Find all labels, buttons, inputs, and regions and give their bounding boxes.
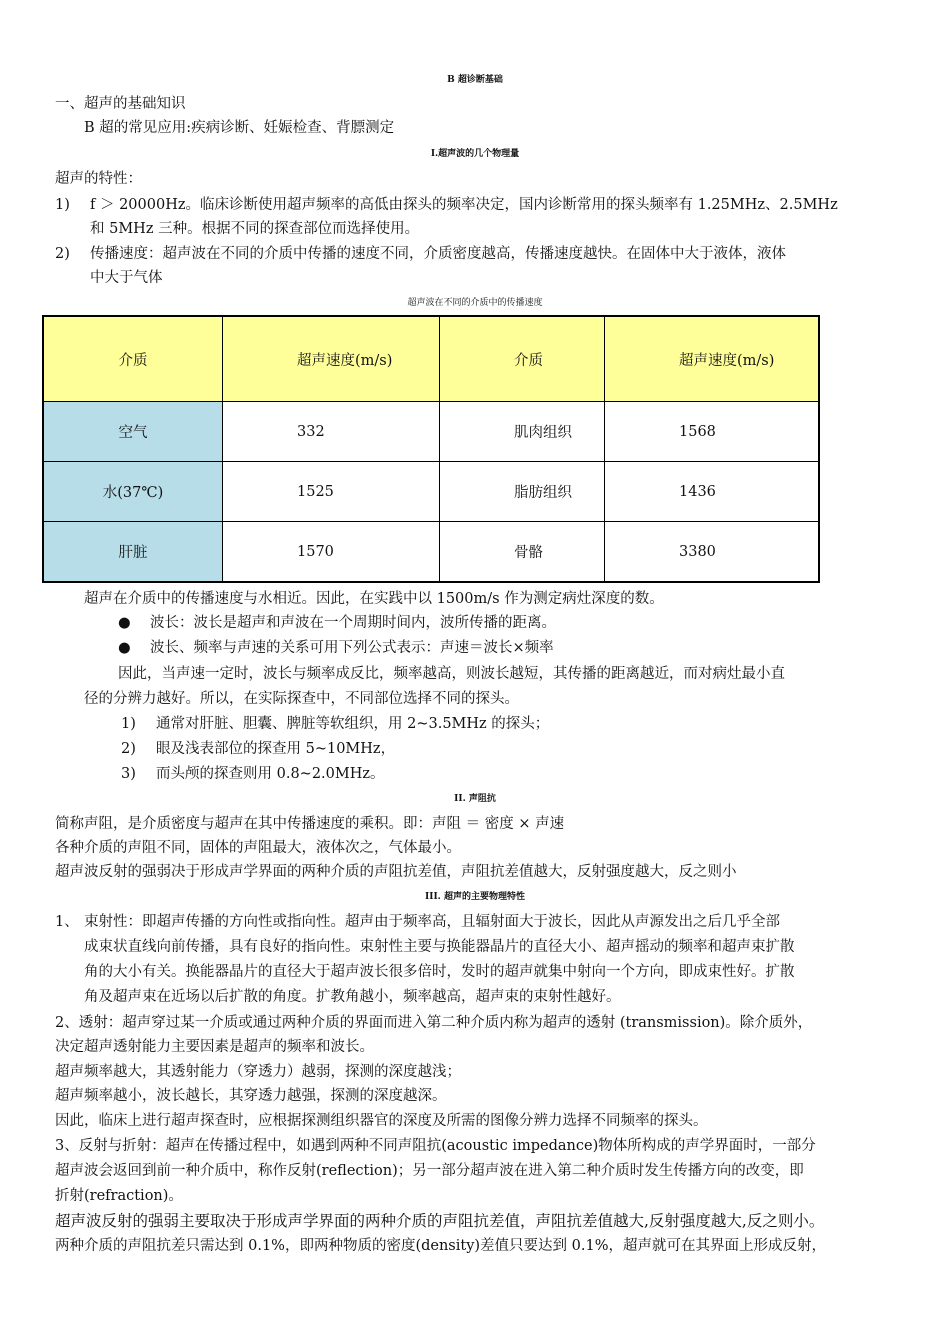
- table-row: [43, 522, 819, 583]
- table-cell-speed: 332: [223, 402, 440, 462]
- impedance-line-1: 简称声阻，是介质密度与超声在其中传播速度的乘积。即：声阻 ＝ 密度 × 声速: [55, 816, 565, 832]
- table-header-cell: 超声速度(m/s): [223, 316, 440, 402]
- beam-line-1: 束射性：即超声传播的方向性或指向性。超声由于频率高，且辐射面大于波长，因此从声源发出之后几乎全部: [84, 914, 780, 930]
- table-header-row: [43, 316, 819, 402]
- beam-number: 1、: [55, 914, 79, 930]
- table-cell-speed: 1436: [605, 462, 820, 522]
- section1-applications: B 超的常见应用:疾病诊断、妊娠检查、背膘测定: [84, 120, 395, 136]
- section1-heading: 一、超声的基础知识: [55, 96, 186, 112]
- part2-heading: II. 声阻抗: [454, 794, 496, 804]
- transmission-line-4: 超声频率越小，波长越长，其穿透力越强，探测的深度越深。: [55, 1088, 447, 1104]
- table-cell-speed: 3380: [605, 522, 820, 583]
- probe-1-number: 1): [121, 716, 136, 732]
- table-cell-medium: 脂肪组织: [440, 462, 605, 522]
- beam-line-3: 角的大小有关。换能器晶片的直径大于超声波长很多倍时，发时的超声就集中射向一个方向，即成束性好。扩散: [84, 964, 795, 980]
- item-2-line-1: 传播速度：超声波在不同的介质中传播的速度不同，介质密度越高，传播速度越快。在固体中大于液体，液体: [90, 246, 786, 262]
- table-header-cell: 超声速度(m/s): [605, 316, 820, 402]
- transmission-line-5: 因此，临床上进行超声探查时，应根据探测组织器官的深度及所需的图像分辨力选择不同频率的探头。: [55, 1113, 708, 1129]
- speed-table: [42, 315, 820, 583]
- reflection-line-3: 折射(refraction)。: [55, 1188, 183, 1204]
- table-cell-medium: 肌肉组织: [440, 402, 605, 462]
- doc-title: B 超诊断基础: [447, 75, 503, 85]
- impedance-line-2: 各种介质的声阻不同，固体的声阻最大，液体次之，气体最小。: [55, 840, 461, 856]
- table-header-cell: 介质: [43, 316, 223, 402]
- table-cell-speed: 1570: [223, 522, 440, 583]
- part1-heading: I.超声波的几个物理量: [430, 149, 520, 159]
- reflection-line-4: 超声波反射的强弱主要取决于形成声学界面的两种介质的声阻抗差值，声阻抗差值越大,反射强度越大,反之则小。: [55, 1212, 825, 1230]
- probe-2-text: 眼及浅表部位的探查用 5~10MHz，: [156, 741, 396, 757]
- table-cell-medium: 水(37℃): [43, 462, 223, 522]
- probe-3-text: 而头颅的探查则用 0.8~2.0MHz。: [156, 766, 385, 782]
- bullet-icon: ●: [118, 615, 131, 631]
- bullet-item: 波长、频率与声速的关系可用下列公式表示：声速＝波长×频率: [150, 640, 554, 656]
- para-line-1: 因此，当声速一定时，波长与频率成反比，频率越高，则波长越短，其传播的距离越近，而对病灶最小直: [118, 666, 785, 682]
- table-cell-speed: 1568: [605, 402, 820, 462]
- table-header-cell: 介质: [440, 316, 605, 402]
- transmission-line-3: 超声频率越大，其透射能力（穿透力）越弱，探测的深度越浅；: [55, 1064, 461, 1080]
- bullet-icon: ●: [118, 640, 131, 656]
- item-2-line-2: 中大于气体: [90, 270, 163, 286]
- para-line-2: 径的分辨力越好。所以，在实际探查中，不同部位选择不同的探头。: [84, 691, 519, 707]
- transmission-line-2: 决定超声透射能力主要因素是超声的频率和波长。: [55, 1039, 374, 1055]
- table-cell-medium: 肝脏: [43, 522, 223, 583]
- probe-2-number: 2): [121, 741, 136, 757]
- item-2-number: 2): [55, 246, 70, 262]
- part3-heading: III. 超声的主要物理特性: [425, 892, 525, 902]
- item-1-line-1: f ＞ 20000Hz。临床诊断使用超声频率的高低由探头的频率决定，国内诊断常用的探头频率有 1.25MHz、2.5MHz: [90, 197, 838, 213]
- after-table-text: 超声在介质中的传播速度与水相近。因此，在实践中以 1500m/s 作为测定病灶深度的数。: [84, 591, 664, 607]
- table-cell-speed: 1525: [223, 462, 440, 522]
- table-row: [43, 462, 819, 522]
- transmission-line-1: 2、透射：超声穿过某一介质或通过两种介质的界面而进入第二种介质内称为超声的透射 (transmission)。除介质外，: [55, 1015, 813, 1031]
- reflection-line-2: 超声波会返回到前一种介质中，称作反射(reflection)；另一部分超声波在进入第二种介质时发生传播方向的改变，即: [55, 1163, 804, 1179]
- item-1-line-2: 和 5MHz 三种。根据不同的探查部位而选择使用。: [90, 221, 420, 237]
- probe-1-text: 通常对肝脏、胆囊、脾脏等软组织，用 2~3.5MHz 的探头；: [156, 716, 550, 732]
- probe-3-number: 3): [121, 766, 136, 782]
- beam-line-2: 成束状直线向前传播，具有良好的指向性。束射性主要与换能器晶片的直径大小、超声摇动的频率和超声束扩散: [84, 939, 795, 955]
- item-1-number: 1): [55, 197, 70, 213]
- bullet-item: 波长：波长是超声和声波在一个周期时间内，波所传播的距离。: [150, 615, 556, 631]
- table-row: [43, 402, 819, 462]
- impedance-line-3: 超声波反射的强弱决于形成声学界面的两种介质的声阻抗差值，声阻抗差值越大，反射强度越大，反之则小: [55, 864, 737, 880]
- table-caption: 超声波在不同的介质中的传播速度: [407, 298, 543, 308]
- table-cell-medium: 空气: [43, 402, 223, 462]
- table-cell-medium: 骨骼: [440, 522, 605, 583]
- reflection-line-1: 3、反射与折射：超声在传播过程中，如遇到两种不同声阻抗(acoustic impedance)物体所构成的声学界面时，一部分: [55, 1138, 816, 1154]
- beam-line-4: 角及超声束在近场以后扩散的角度。扩教角越小，频率越高，超声束的束射性越好。: [84, 989, 621, 1005]
- reflection-line-5: 两种介质的声阻抗差只需达到 0.1%，即两种物质的密度(density)差值只要达到 0.1%，超声就可在其界面上形成反射，: [55, 1238, 827, 1254]
- props-label: 超声的特性：: [55, 171, 142, 187]
